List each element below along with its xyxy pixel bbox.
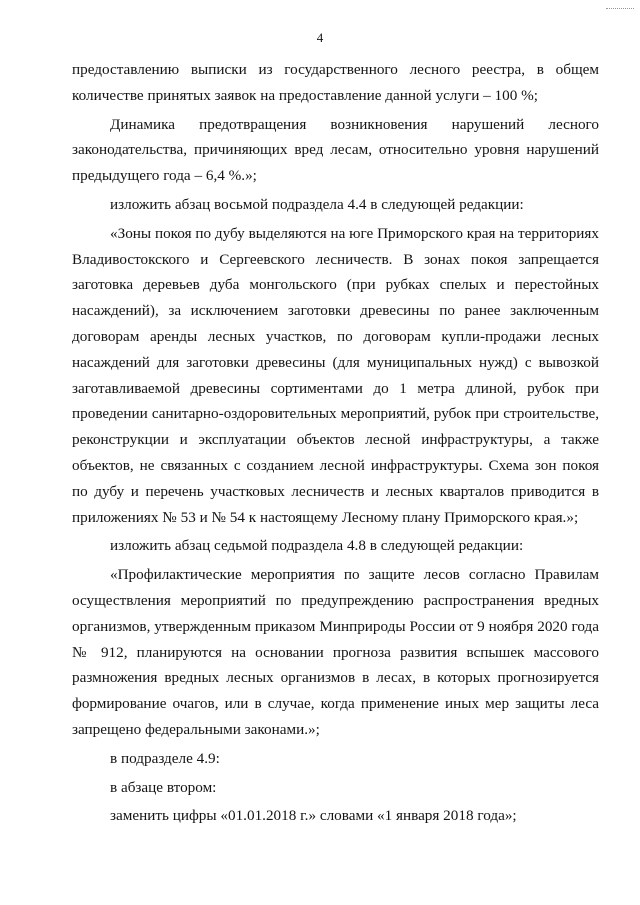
- page-edge-mark: [606, 8, 634, 10]
- document-body: [72, 57, 599, 832]
- paragraph-oak-rest-zones: «Зоны покоя по дубу выделяются на юге Приморского края на территориях Владивостокского и Сергеевского лесничеств. В зонах покоя запрещается заготовка деревьев дуба монгольского (при рубках спелых и перестойных насаждений), за исключением заготовки древесины по ранее заключенным договорам аренды лесных участков, по договорам купли-продажи лесных насаждений для заготовки древесины (для муниципальных нужд) с вывозкой заготавливаемой древесины сортиментами до 1 метра длиной, рубок при проведении санитарно-оздоровительных мероприятий, рубок при строительстве, реконструкции и эксплуатации объектов лесной инфраструктуры, а также объектов, не связанных с созданием лесной инфраструктуры. Схема зон покоя по дубу и перечень участковых лесничеств и лесных кварталов приводится в приложениях № 53 и № 54 к настоящему Лесному плану Приморского края.»;: [72, 224, 599, 526]
- paragraph-instruction-4-8: изложить абзац седьмой подраздела 4.8 в следующей редакции:: [110, 537, 524, 555]
- paragraph-continuation: предоставлению выписки из государственного лесного реестра, в общем количестве принятых заявок на предоставление данной услуги – 100 %;: [72, 61, 599, 104]
- paragraph-second-abzac: в абзаце втором:: [110, 778, 217, 796]
- paragraph-replace-digits: заменить цифры «01.01.2018 г.» словами «1 января 2018 года»;: [110, 807, 517, 825]
- paragraph-subsection-4-9: в подразделе 4.9:: [110, 749, 220, 767]
- page-number: 4: [316, 30, 324, 45]
- paragraph-instruction-4-4: изложить абзац восьмой подраздела 4.4 в следующей редакции:: [110, 195, 524, 213]
- paragraph-dynamics: Динамика предотвращения возникновения нарушений лесного законодательства, причиняющих вред лесам, относительно уровня нарушений предыдущего года – 6,4 %.»;: [72, 115, 599, 185]
- paragraph-preventive-measures: «Профилактические мероприятия по защите лесов согласно Правилам осуществления мероприятий по предупреждению распространения вредных организмов, утвержденным приказом Минприроды России от 9 ноября 2020 года № 912, планируются на основании прогноза развития вспышек массового размножения вредных лесных организмов в лесах, в которых прогнозируется формирование очагов, или в случае, когда применение иных мер защиты леса запрещено федеральными законами.»;: [72, 566, 599, 738]
